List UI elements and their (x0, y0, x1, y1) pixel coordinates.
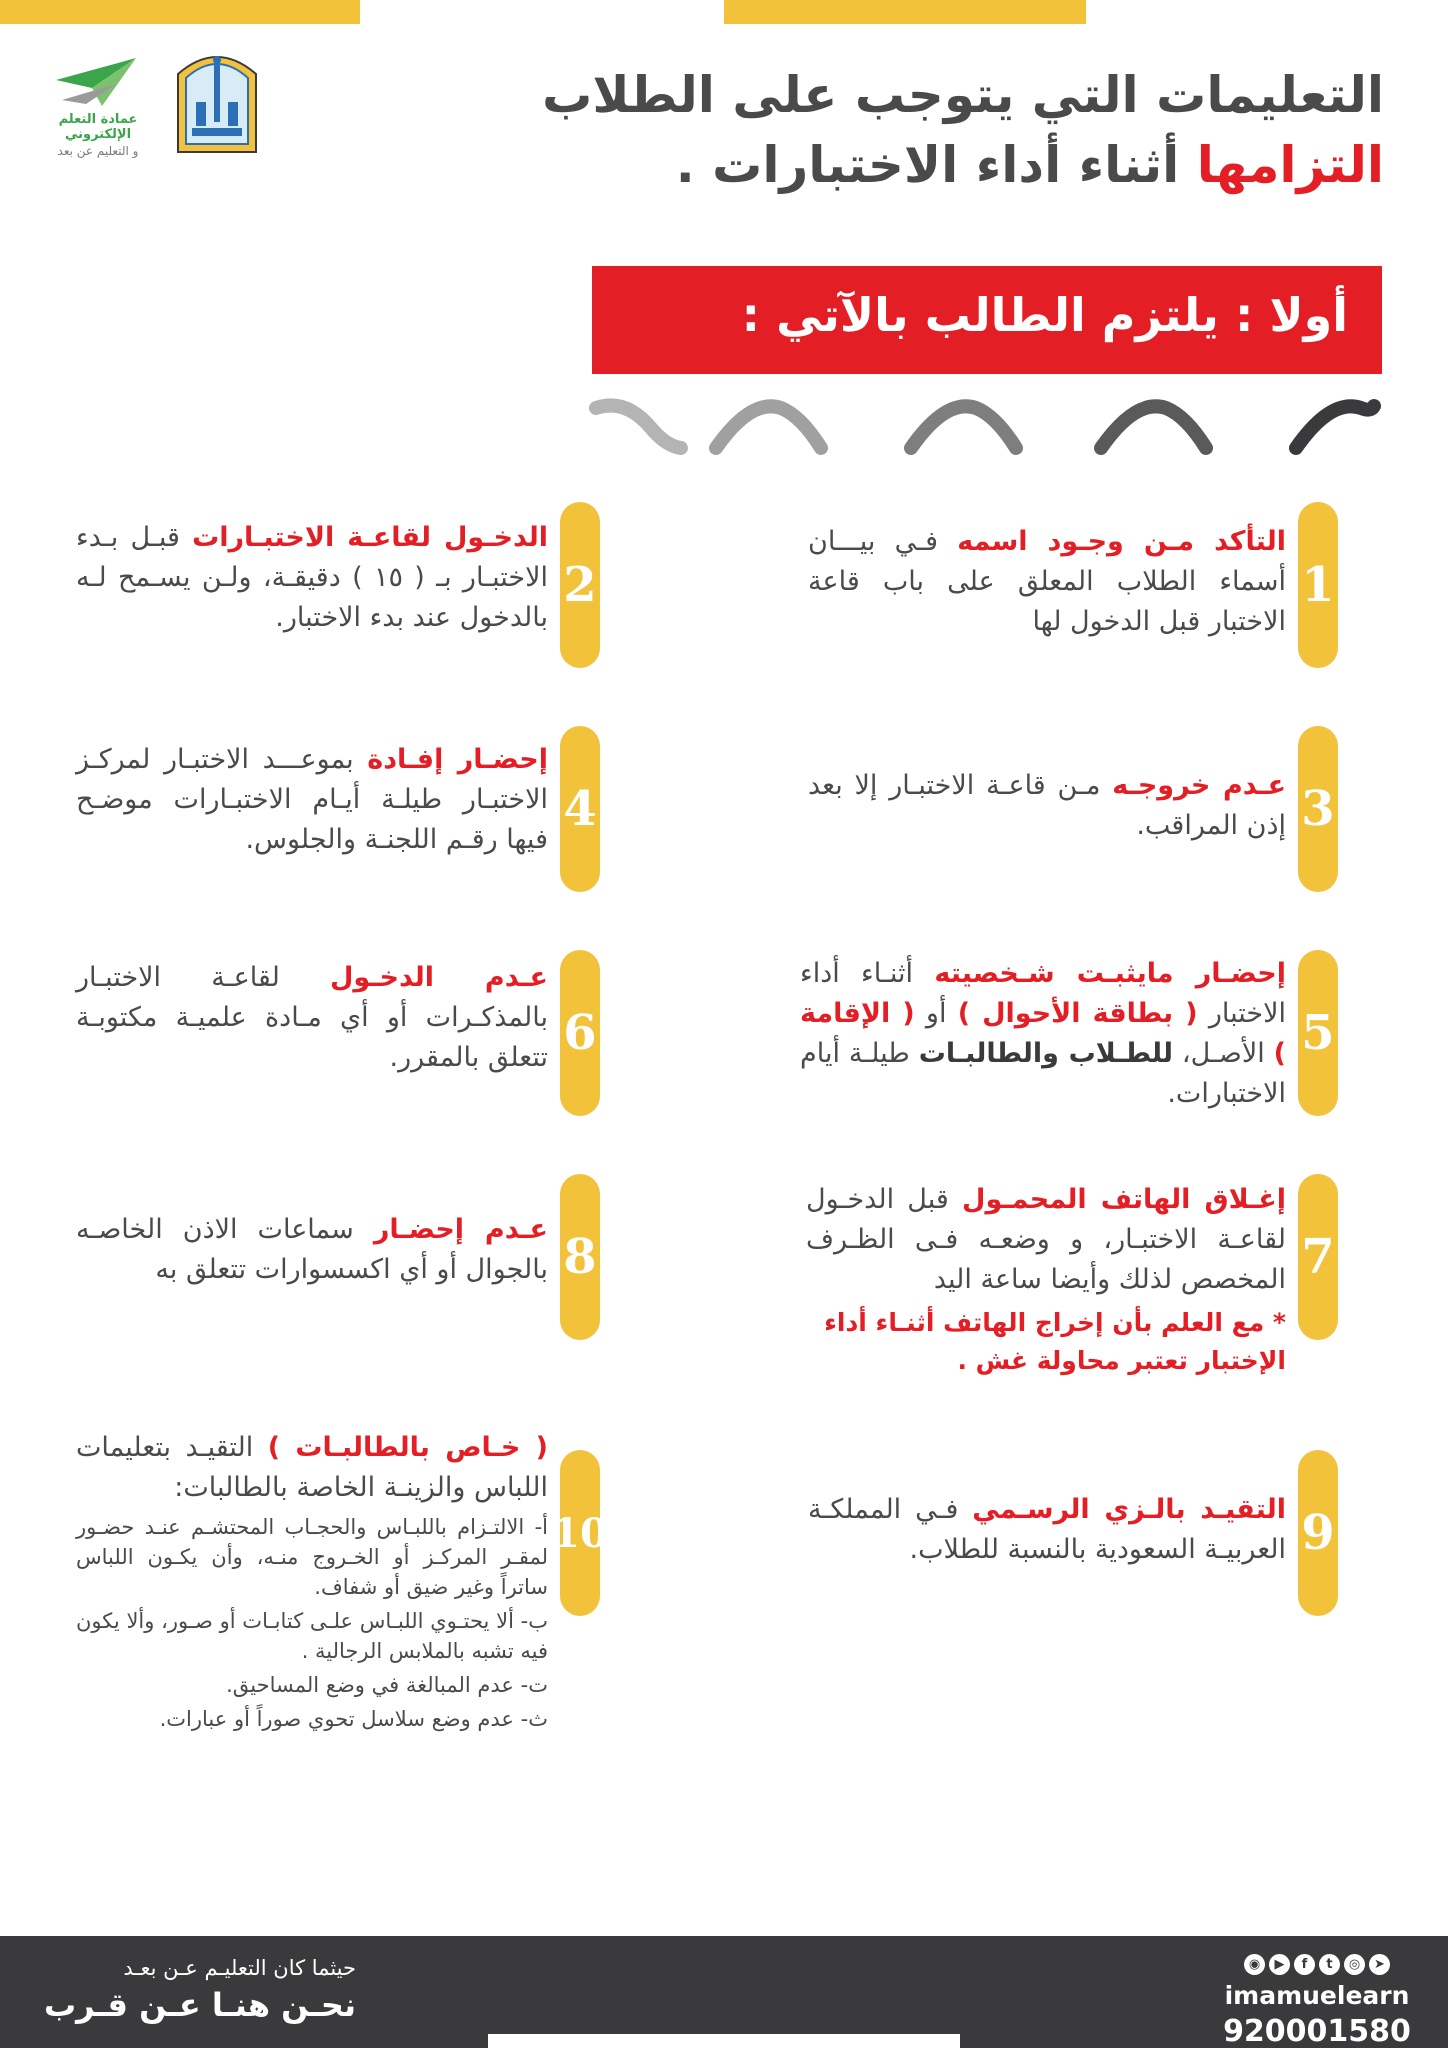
item-10-sub-b: ب- ألا يحتـوي اللبـاس علـى كتابـات أو صـور، وألا يكون فيه تشبه بالملابس الرجالية . (76, 1609, 548, 1663)
item-number-1: 1 (1298, 502, 1338, 668)
paper-plane-icon (56, 50, 136, 110)
mosque-crest-icon (174, 44, 260, 156)
section-title: أولا : يلتزم الطالب بالآتي : (741, 288, 1348, 342)
instruction-item-8 (76, 1210, 548, 1290)
title-line-2-rest: أثناء أداء الاختبارات . (675, 136, 1197, 194)
logos (28, 44, 260, 160)
phone-number[interactable]: 920001580 (1223, 2014, 1411, 2048)
item-5-text-2: أو (914, 998, 958, 1029)
instruction-item-7 (806, 1180, 1286, 1380)
item-10-highlight: ( خـاص بالطالبـات ) (267, 1432, 548, 1463)
slogan-line-1: حيثما كان التعليـم عـن بعـد (123, 1956, 356, 1980)
dept-name: عمادة التعلم الإلكتروني (58, 112, 138, 142)
twitter-icon[interactable]: t (1319, 1954, 1340, 1975)
item-2-text: قبـل بـدء الاختبـار بـ ( ١٥ ) دقيقـة، ولـن يسـمح لـه بالدخول عند بدء الاختبار. (76, 522, 548, 633)
item-number-5: 5 (1298, 950, 1338, 1116)
footer-accent-bar (488, 2034, 960, 2048)
slogan-line-2: نحـن هنـا عـن قـرب (44, 1986, 356, 2024)
decorative-waves (586, 388, 1386, 468)
item-5-text-4: طيلـة أيام الاختبارات. (800, 1038, 1286, 1109)
instruction-item-1 (808, 522, 1286, 642)
instagram-icon[interactable]: ◎ (1344, 1954, 1365, 1975)
instruction-item-2 (76, 518, 548, 638)
item-number-4: 4 (560, 726, 600, 892)
title-line-1: التعليمات التي يتوجب على الطلاب (542, 66, 1384, 124)
item-6-text: لقاعـة الاختبـار بالمذكـرات أو أي مـادة علميـة مكتوبـة تتعلق بالمقرر. (76, 962, 548, 1073)
item-3-text: مـن قاعـة الاختبـار إلا بعد إذن المراقب. (808, 770, 1286, 841)
social-handle[interactable]: imamuelearn (1224, 1981, 1410, 2010)
university-crest-logo (174, 44, 260, 156)
telegram-icon[interactable]: ➤ (1369, 1954, 1390, 1975)
item-9-text: فـي المملكـة العربيـة السعودية بالنسبة للطلاب. (808, 1494, 1286, 1565)
title-highlight: التزامها (1196, 136, 1384, 194)
item-5-text-3: الأصـل، (1172, 1038, 1274, 1069)
item-number-7: 7 (1298, 1174, 1338, 1340)
item-10-text: التقيـد بتعليمات اللباس والزينـة الخاصة بالطالبات: (76, 1432, 548, 1503)
item-number-8: 8 (560, 1174, 600, 1340)
footer-contact (1222, 1954, 1412, 2048)
item-6-highlight: عـدم الدخـول (329, 962, 548, 993)
item-number-9: 9 (1298, 1450, 1338, 1616)
snapchat-icon[interactable]: ◉ (1244, 1954, 1265, 1975)
facebook-icon[interactable]: f (1294, 1954, 1315, 1975)
top-accent-bar-middle (724, 0, 1086, 24)
item-number-3: 3 (1298, 726, 1338, 892)
item-1-highlight: التأكد مـن وجـود اسمه (957, 526, 1286, 557)
item-10-sub-a: أ- الالتـزام باللبـاس والحجـاب المحتشـم عنـد حضـور لمقـر المركـز أو الخـروج منـه، وأن يكـون اللباس ساتراً وغير ضيق أو شفاف. (76, 1515, 548, 1599)
title-line-2 (384, 130, 1384, 200)
item-2-highlight: الدخـول لقاعـة الاختبـارات (192, 522, 548, 553)
instruction-item-6 (76, 958, 548, 1078)
item-number-10: 10 (560, 1450, 600, 1616)
footer-slogan (44, 1956, 356, 2024)
item-5-students: للطـلاب والطالبـات (918, 1038, 1173, 1069)
instruction-item-9 (808, 1490, 1286, 1570)
item-8-highlight: عـدم إحضـار (373, 1214, 548, 1245)
item-5-text-1: أثنـاء أداء الاختبار (800, 958, 1286, 1029)
item-5-id-card: ( بطاقة الأحوال ) (957, 998, 1198, 1029)
item-10-sub-d: ث- عدم وضع سلاسل تحوي صوراً أو عبارات. (159, 1707, 548, 1731)
item-7-warning-note: * مع العلم بأن إخراج الهاتف أثنـاء أداء الإختبار تعتبر محاولة غش . (824, 1308, 1286, 1375)
youtube-icon[interactable]: ▶ (1269, 1954, 1290, 1975)
social-icons (1222, 1954, 1412, 1975)
item-5-residency: ( الإقامة ) (800, 998, 1286, 1069)
page-title (384, 60, 1384, 200)
instruction-item-3 (808, 766, 1286, 846)
item-1-text: فـي بيـــان أسماء الطلاب المعلق على باب قاعة الاختبار قبل الدخول لها (808, 526, 1286, 637)
item-9-highlight: التقيـد بالـزي الرسـمي (972, 1494, 1286, 1525)
instruction-item-10 (76, 1428, 548, 1734)
item-number-6: 6 (560, 950, 600, 1116)
instruction-item-4 (76, 740, 548, 860)
item-7-text: قبل الدخـول لقاعـة الاختبـار، و وضعـه فـى الظـرف المخصص لذلك وأيضا ساعة اليد (806, 1184, 1286, 1295)
section-banner (592, 266, 1382, 374)
item-number-2: 2 (560, 502, 600, 668)
item-10-sub-c: ت- عدم المبالغة في وضع المساحيق. (226, 1673, 548, 1697)
item-5-highlight: إحضـار مايثبـت شـخصيته (934, 958, 1286, 989)
dept-subname: و التعليم عن بعد (57, 144, 139, 158)
instruction-item-5 (800, 954, 1286, 1114)
top-accent-bar-left (0, 0, 360, 24)
item-4-highlight: إحضـار إفـادة (367, 744, 548, 775)
item-3-highlight: عـدم خروجـه (1112, 770, 1287, 801)
item-4-text: بموعـــد الاختبـار لمركـز الاختبـار طيلـة أيـام الاختبـارات موضـح فيها رقـم اللجنـة والجلوس. (76, 744, 548, 855)
item-8-text: سماعات الاذن الخاصـه بالجوال أو أي اكسسوارات تتعلق به (76, 1214, 548, 1285)
elearning-deanship-logo (28, 50, 168, 158)
item-7-highlight: إغـلاق الهاتف المحمـول (962, 1184, 1287, 1215)
